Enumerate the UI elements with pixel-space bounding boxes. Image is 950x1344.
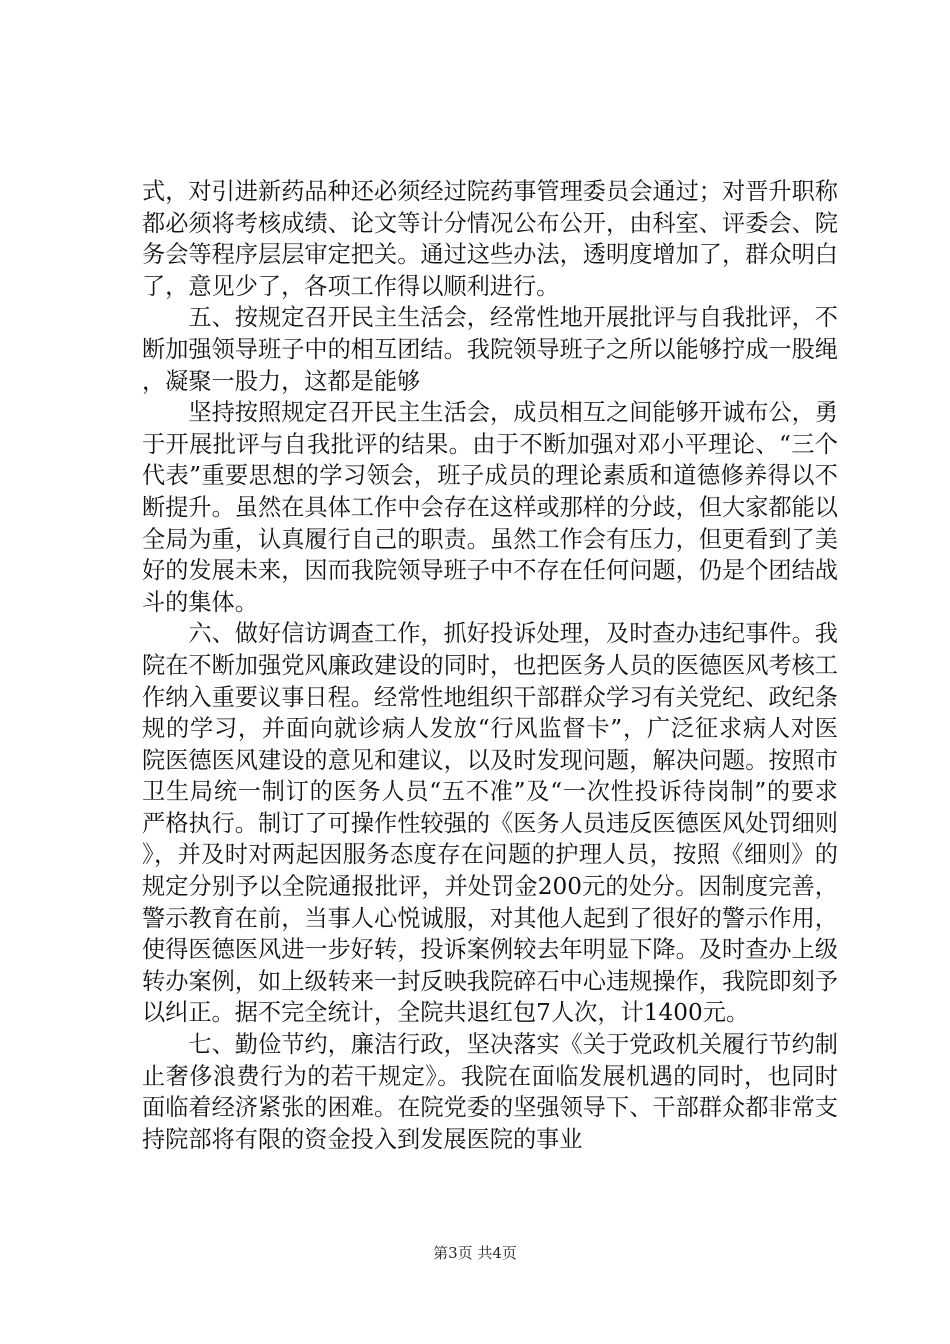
page-number-footer: 第3页 共4页 <box>433 1244 517 1262</box>
paragraph-democratic-life: 坚持按照规定召开民主生活会，成员相互之间能够开诚布公，勇于开展批评与自我批评的结果。由于不断加强对邓小平理论、“三个代表”重要思想的学习领会，班子成员的理论素质和道德修养得以不断提升。虽然在具体工作中会存在这样或那样的分歧，但大家都能以全局为重，认真履行自己的职责。虽然工作会有压力，但更看到了美好的发展未来，因而我院领导班子中不存在任何问题，仍是个团结战斗的集体。 <box>142 399 838 616</box>
paragraph-section-five: 五、按规定召开民主生活会，经常性地开展批评与自我批评，不断加强领导班子中的相互团结。我院领导班子之所以能够拧成一股绳，凝聚一股力，这都是能够 <box>142 304 838 395</box>
document-body <box>142 176 838 1155</box>
paragraph-section-six: 六、做好信访调查工作，抓好投诉处理，及时查办违纪事件。我院在不断加强党风廉政建设的同时，也把医务人员的医德医风考核工作纳入重要议事日程。经常性地组织干部群众学习有关党纪、政纪条规的学习，并面向就诊病人发放“行风监督卡”，广泛征求病人对医院医德医风建设的意见和建议，以及时发现问题，解决问题。按照市卫生局统一制订的医务人员“五不准”及“一次性投诉待岗制”的要求严格执行。制订了可操作性较强的《医务人员违反医德医风处罚细则》，并及时对两起因服务态度存在问题的护理人员，按照《细则》的规定分别予以全院通报批评，并处罚金200元的处分。因制度完善，警示教育在前，当事人心悦诚服，对其他人起到了很好的警示作用，使得医德医风进一步好转，投诉案例较去年明显下降。及时查办上级转办案例，如上级转来一封反映我院碎石中心违规操作，我院即刻予以纠正。据不完全统计，全院共退红包7人次，计1400元。 <box>142 620 838 1027</box>
paragraph-section-seven: 七、勤俭节约，廉洁行政，坚决落实《关于党政机关履行节约制止奢侈浪费行为的若干规定》。我院在面临发展机遇的同时，也同时面临着经济紧张的困难。在院党委的坚强领导下、干部群众都非常支持院部将有限的资金投入到发展医院的事业 <box>142 1031 838 1153</box>
paragraph-continuation: 式，对引进新药品种还必须经过院药事管理委员会通过；对晋升职称都必须将考核成绩、论文等计分情况公布公开，由科室、评委会、院务会等程序层层审定把关。通过这些办法，透明度增加了，群众明白了，意见少了，各项工作得以顺利进行。 <box>142 178 838 300</box>
